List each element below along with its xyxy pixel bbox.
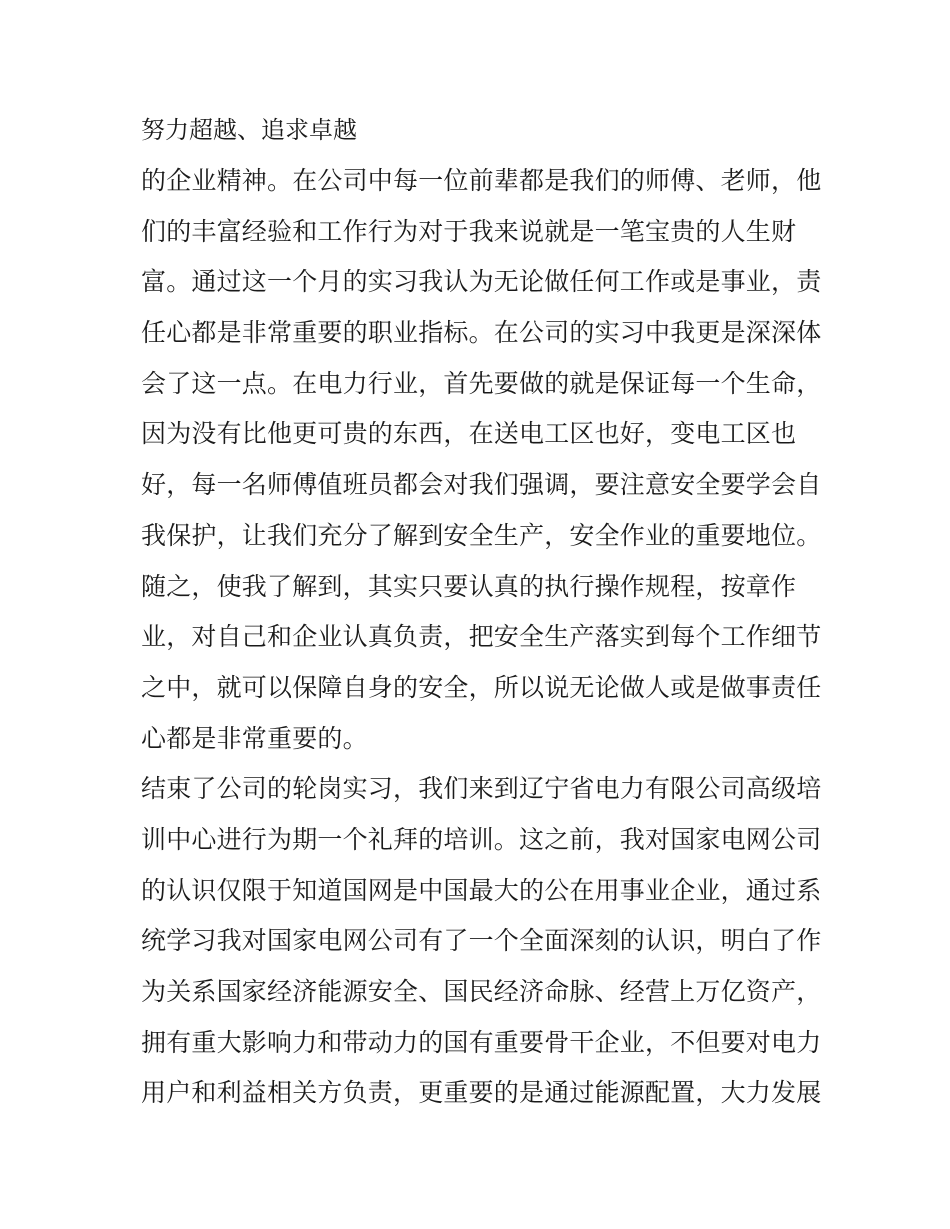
text-line: 之中，就可以保障自身的安全，所以说无论做人或是做事责任 — [141, 672, 822, 702]
text-line: 会了这一点。在电力行业，首先要做的就是保证每一个生命， — [141, 368, 822, 398]
text-line: 随之，使我了解到，其实只要认真的执行操作规程，按章作 — [141, 571, 797, 601]
text-line: 们的丰富经验和工作行为对于我来说就是一笔宝贵的人生财 — [141, 216, 797, 246]
text-line: 的认识仅限于知道国网是中国最大的公在用事业企业，通过系 — [141, 875, 822, 905]
text-line: 用户和利益相关方负责，更重要的是通过能源配置，大力发展 — [141, 1078, 822, 1108]
text-line: 训中心进行为期一个礼拜的培训。这之前，我对国家电网公司 — [141, 824, 822, 854]
heading-text: 努力超越、追求卓越 — [141, 116, 357, 144]
text-line: 因为没有比他更可贵的东西，在送电工区也好，变电工区也 — [141, 419, 797, 449]
text-line: 好，每一名师傅值班员都会对我们强调，要注意安全要学会自 — [141, 470, 822, 500]
text-line: 拥有重大影响力和带动力的国有重要骨干企业，不但要对电力 — [141, 1027, 822, 1057]
body-text — [141, 164, 821, 1127]
text-line: 统学习我对国家电网公司有了一个全面深刻的认识，明白了作 — [141, 926, 822, 956]
text-line: 结束了公司的轮岗实习，我们来到辽宁省电力有限公司高级培 — [141, 774, 822, 804]
text-line: 的企业精神。在公司中每一位前辈都是我们的师傅、老师，他 — [141, 166, 822, 195]
text-line: 富。通过这一个月的实习我认为无论做任何工作或是事业，责 — [141, 267, 822, 297]
text-line: 为关系国家经济能源安全、国民经济命脉、经营上万亿资产， — [141, 977, 822, 1006]
text-line: 心都是非常重要的。 — [141, 723, 368, 753]
text-line: 任心都是非常重要的职业指标。在公司的实习中我更是深深体 — [141, 318, 822, 348]
text-line: 我保护，让我们充分了解到安全生产，安全作业的重要地位。 — [141, 520, 822, 550]
text-line: 业，对自己和企业认真负责，把安全生产落实到每个工作细节 — [141, 622, 822, 652]
